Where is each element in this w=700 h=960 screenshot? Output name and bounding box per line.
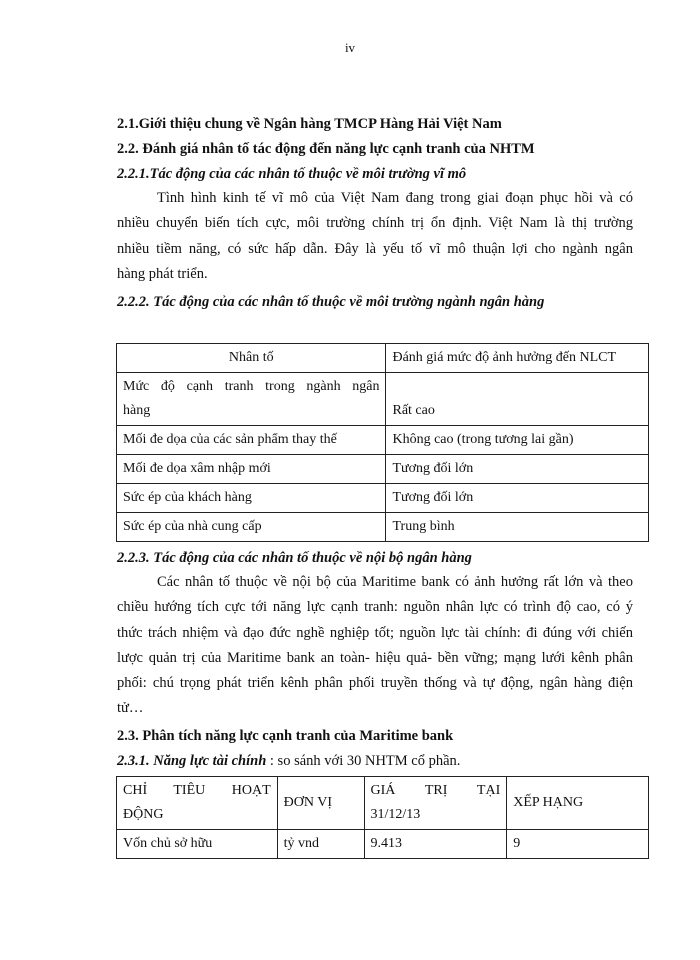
industry-factor-table — [116, 343, 649, 542]
table-header-cell: Nhân tố — [117, 344, 386, 373]
table-header-cell-rank: XẾP HẠNG — [507, 777, 649, 830]
paragraph-macro — [117, 186, 633, 287]
heading-2-3-1-note: : so sánh với 30 NHTM cổ phần. — [266, 753, 461, 769]
cell-line: Mức độ cạnh tranh trong ngành ngân — [123, 379, 380, 394]
paragraph-line: tử… — [117, 700, 144, 717]
table-cell-rating: Tương đối lớn — [386, 455, 649, 484]
cell-line: ĐỘNG — [123, 807, 164, 822]
table-cell-rating: Rất cao — [386, 373, 649, 426]
table-row — [117, 830, 649, 859]
paragraph-line: phối: chú trọng phát triển kênh phân phối truyền thống và tự động, ngân hàng điện — [117, 675, 633, 692]
heading-2-3-1: 2.3.1. Năng lực tài chính — [117, 753, 267, 769]
cell-line: 31/12/13 — [370, 807, 421, 822]
table-row — [117, 513, 649, 542]
paragraph-line: lược quản trị của Maritime bank an toàn- hiệu quả- bền vững; mạng lưới kênh phân — [117, 649, 633, 666]
table-cell-factor — [117, 373, 386, 426]
table-header-cell: Đánh giá mức độ ảnh hưởng đến NLCT — [386, 344, 649, 373]
paragraph-line: nhiều chuyển biến tích cực, môi trường chính trị ổn định. Việt Nam là thị trường — [117, 215, 633, 232]
table-cell-factor: Sức ép của nhà cung cấp — [117, 513, 386, 542]
table-cell-indicator: Vốn chủ sở hữu — [117, 830, 278, 859]
table-cell-rating: Không cao (trong tương lai gần) — [386, 426, 649, 455]
paragraph-line: thức trách nhiệm và đạo đức nghề nghiệp tốt; nguồn lực tài chính: đi đúng với chiến — [117, 624, 633, 641]
cell-line: CHỈ TIÊU HOẠT — [123, 783, 271, 798]
table-header-cell-unit: ĐƠN VỊ — [277, 777, 364, 830]
table-cell-factor: Sức ép của khách hàng — [117, 484, 386, 513]
paragraph-line: chiều hướng tích cực tới năng lực cạnh tranh: nguồn nhân lực có trình độ cao, có ý — [117, 599, 633, 616]
table-cell-unit: tỷ vnd — [277, 830, 364, 859]
heading-2-1: 2.1.Giới thiệu chung về Ngân hàng TMCP Hàng Hải Việt Nam — [117, 116, 502, 132]
paragraph-line: hàng phát triển. — [117, 265, 208, 282]
table-row — [117, 373, 649, 426]
table-cell-factor: Mối đe dọa của các sản phẩm thay thế — [117, 426, 386, 455]
table-row — [117, 455, 649, 484]
table-header-row — [117, 344, 649, 373]
table-row — [117, 426, 649, 455]
table-cell-value: 9.413 — [364, 830, 507, 859]
table-header-cell-indicator — [117, 777, 278, 830]
heading-2-2-2: 2.2.2. Tác động của các nhân tố thuộc về môi trường ngành ngân hàng — [117, 294, 545, 310]
heading-2-2-3: 2.2.3. Tác động của các nhân tố thuộc về nội bộ ngân hàng — [117, 550, 472, 566]
table-cell-rating: Trung bình — [386, 513, 649, 542]
cell-line: hàng — [123, 403, 151, 418]
cell-line: GIÁ TRỊ TẠI — [370, 783, 501, 798]
heading-2-3: 2.3. Phân tích năng lực cạnh tranh của Maritime bank — [117, 728, 454, 744]
financial-capacity-table — [116, 776, 649, 859]
page-number: iv — [344, 40, 356, 55]
paragraph-internal — [117, 570, 633, 722]
heading-2-3-1-line — [117, 753, 460, 770]
paragraph-line: nhiều tiềm năng, có sức hấp dẫn. Đây là yếu tố vĩ mô thuận lợi cho ngành ngân — [117, 240, 633, 257]
paragraph-line: Các nhân tố thuộc về nội bộ của Maritime bank có ảnh hưởng rất lớn và theo — [157, 574, 633, 590]
table-cell-rating: Tương đối lớn — [386, 484, 649, 513]
table-header-cell-value — [364, 777, 507, 830]
table-cell-factor: Mối đe dọa xâm nhập mới — [117, 455, 386, 484]
table-row — [117, 484, 649, 513]
table-header-row — [117, 777, 649, 830]
paragraph-line: Tình hình kinh tế vĩ mô của Việt Nam đang trong giai đoạn phục hồi và có — [157, 190, 633, 206]
heading-2-2-1: 2.2.1.Tác động của các nhân tố thuộc về môi trường vĩ mô — [117, 166, 467, 182]
heading-2-2: 2.2. Đánh giá nhân tố tác động đến năng lực cạnh tranh của NHTM — [117, 141, 535, 157]
table-cell-rank: 9 — [507, 830, 649, 859]
